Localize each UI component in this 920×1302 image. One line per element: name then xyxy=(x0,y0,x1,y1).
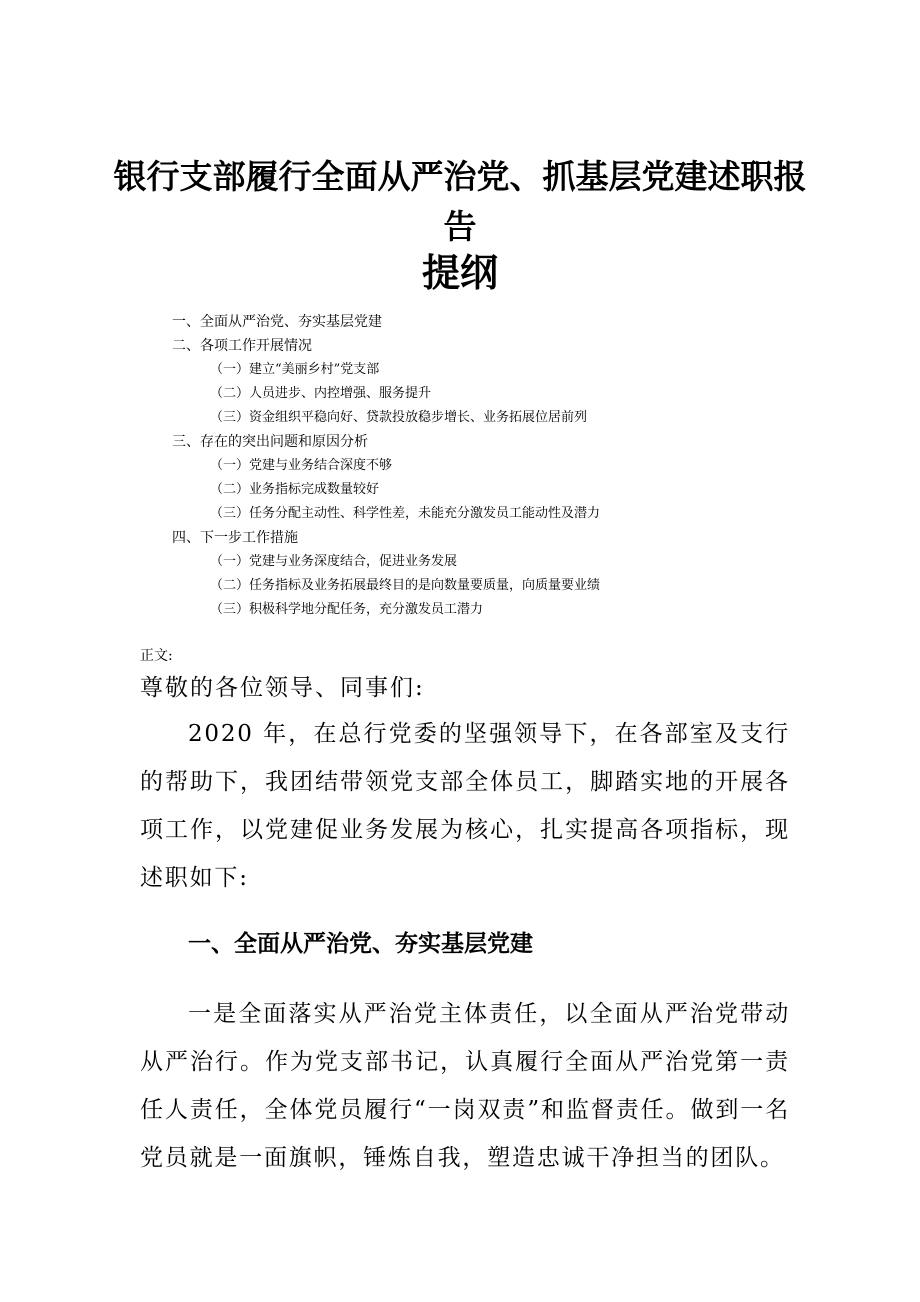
greeting: 尊敬的各位领导、同事们: xyxy=(140,675,425,701)
outline-item: （三）积极科学地分配任务，充分激发员工潜力 xyxy=(210,602,484,617)
outline-list xyxy=(172,310,812,622)
outline-item: （一）党建与业务深度结合，促进业务发展 xyxy=(210,554,458,569)
document-title-line-1: 银行支部履行全面从严治党、抓基层党建述职报 xyxy=(113,157,807,196)
document-title xyxy=(100,152,820,252)
outline-section-3: 三、存在的突出问题和原因分析 xyxy=(172,434,368,450)
outline-item: （三）任务分配主动性、科学性差，未能充分激发员工能动性及潜力 xyxy=(210,506,601,521)
outline-item: （二）任务指标及业务拓展最终目的是向数量要质量，向质量要业绩 xyxy=(210,578,601,593)
outline-heading: 提纲 xyxy=(421,251,498,295)
outline-item: （二）业务指标完成数量较好 xyxy=(210,482,380,497)
outline-item: （二）人员进步、内控增强、服务提升 xyxy=(210,386,432,401)
outline-item: （三）资金组织平稳向好、贷款投放稳步增长、业务拓展位居前列 xyxy=(210,410,588,425)
intro-paragraph: 2020 年，在总行党委的坚强领导下，在各部室及支行的帮助下，我团结带领党支部全体员工，脚踏实地的开展各项工作，以党建促业务发展为核心，扎实提高各项指标，现述职如下: xyxy=(140,721,790,891)
document-title-line-2: 告 xyxy=(443,207,477,246)
body-label: 正文: xyxy=(140,648,173,664)
outline-section-4: 四、下一步工作措施 xyxy=(172,530,298,546)
outline-section-2: 二、各项工作开展情况 xyxy=(172,338,312,354)
outline-item: （一）党建与业务结合深度不够 xyxy=(210,458,393,473)
section-1-heading: 一、全面从严治党、夯实基层党建 xyxy=(188,931,533,957)
outline-section-1: 一、全面从严治党、夯实基层党建 xyxy=(172,314,382,330)
outline-item: （一）建立“美丽乡村”党支部 xyxy=(210,362,380,377)
section-1-paragraph: 一是全面落实从严治党主体责任，以全面从严治党带动从严治行。作为党支部书记，认真履行全面从严治党第一责任人责任，全体党员履行“一岗双责”和监督责任。做到一名党员就是一面旗帜，锤炼自我，塑造忠诚干净担当的团队。 xyxy=(140,1001,790,1171)
